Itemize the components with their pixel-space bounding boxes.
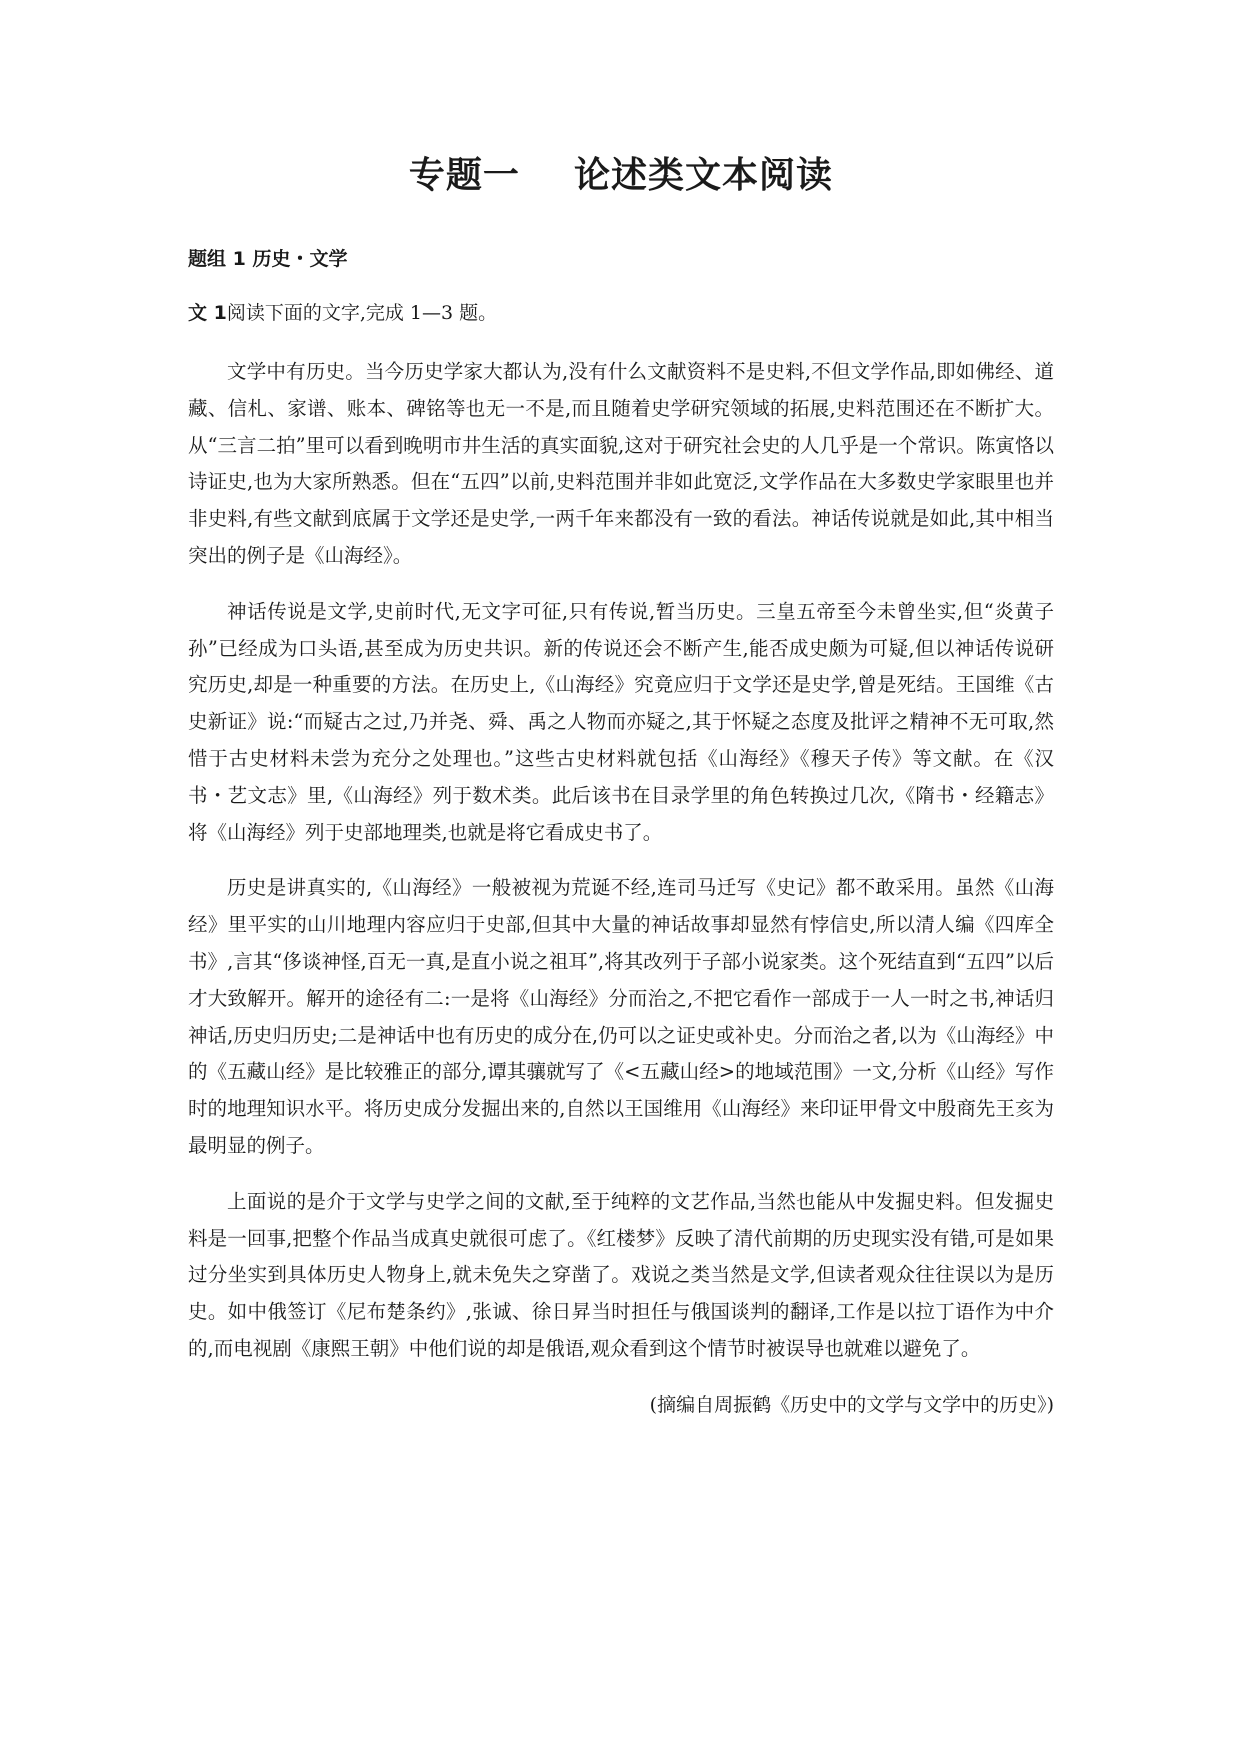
document-page — [188, 150, 1054, 1423]
paragraph-2: 神话传说是文学,史前时代,无文字可征,只有传说,暂当历史。三皇五帝至今未曾坐实,但“炎黄子孙”已经成为口头语,甚至成为历史共识。新的传说还会不断产生,能否成史颇为可疑,但以神话传说研究历史,却是一种重要的方法。在历史上,《山海经》究竟应归于文学还是史学,曾是死结。王国维《古史新证》说:“而疑古之过,乃并尧、舜、禹之人物而亦疑之,其于怀疑之态度及批评之精神不无可取,然惜于古史材料未尝为充分之处理也。”这些古史材料就包括《山海经》《穆天子传》等文献。在《汉书・艺文志》里,《山海经》列于数术类。此后该书在目录学里的角色转换过几次,《隋书・经籍志》将《山海经》列于史部地理类,也就是将它看成史书了。 — [188, 599, 1054, 844]
paragraph-4: 上面说的是介于文学与史学之间的文献,至于纯粹的文艺作品,当然也能从中发掘史料。但发掘史料是一回事,把整个作品当成真史就很可虑了。《红楼梦》反映了清代前期的历史现实没有错,可是如果过分坐实到具体历史人物身上,就未免失之穿凿了。戏说之类当然是文学,但读者观众往往误以为是历史。如中俄签订《尼布楚条约》,张诚、徐日昇当时担任与俄国谈判的翻译,工作是以拉丁语作为中介的,而电视剧《康熙王朝》中他们说的却是俄语,观众看到这个情节时被误导也就难以避免了。 — [188, 1189, 1054, 1360]
text-label: 文 1 — [188, 302, 227, 324]
source-citation: (摘编自周振鹤《历史中的文学与文学中的历史》) — [649, 1393, 1054, 1416]
reading-instruction — [188, 298, 1054, 328]
instruction-text: 阅读下面的文字,完成 1—3 题。 — [226, 302, 498, 324]
page-title: 专题一 论述类文本阅读 — [408, 155, 834, 196]
paragraph-3: 历史是讲真实的,《山海经》一般被视为荒诞不经,连司马迁写《史记》都不敢采用。虽然《山海经》里平实的山川地理内容应归于史部,但其中大量的神话故事却显然有悖信史,所以清人编《四库全书》,言其“侈谈神怪,百无一真,是直小说之祖耳”,将其改列于子部小说家类。这个死结直到“五四”以后才大致解开。解开的途径有二:一是将《山海经》分而治之,不把它看作一部成于一人一时之书,神话归神话,历史归历史;二是神话中也有历史的成分在,仍可以之证史或补史。分而治之者,以为《山海经》中的《五藏山经》是比较雅正的部分,谭其骧就写了《<五藏山经>的地域范围》一文,分析《山经》写作时的地理知识水平。将历史成分发掘出来的,自然以王国维用《山海经》来印证甲骨文中殷商先王亥为最明显的例子。 — [188, 876, 1054, 1157]
section-heading: 题组 1 历史・文学 — [188, 248, 348, 270]
paragraph-1: 文学中有历史。当今历史学家大都认为,没有什么文献资料不是史料,不但文学作品,即如佛经、道藏、信札、家谱、账本、碑铭等也无一不是,而且随着史学研究领域的拓展,史料范围还在不断扩大。从“三言二拍”里可以看到晚明市井生活的真实面貌,这对于研究社会史的人几乎是一个常识。陈寅恪以诗证史,也为大家所熟悉。但在“五四”以前,史料范围并非如此宽泛,文学作品在大多数史学家眼里也并非史料,有些文献到底属于文学还是史学,一两千年来都没有一致的看法。神话传说就是如此,其中相当突出的例子是《山海经》。 — [188, 360, 1054, 567]
